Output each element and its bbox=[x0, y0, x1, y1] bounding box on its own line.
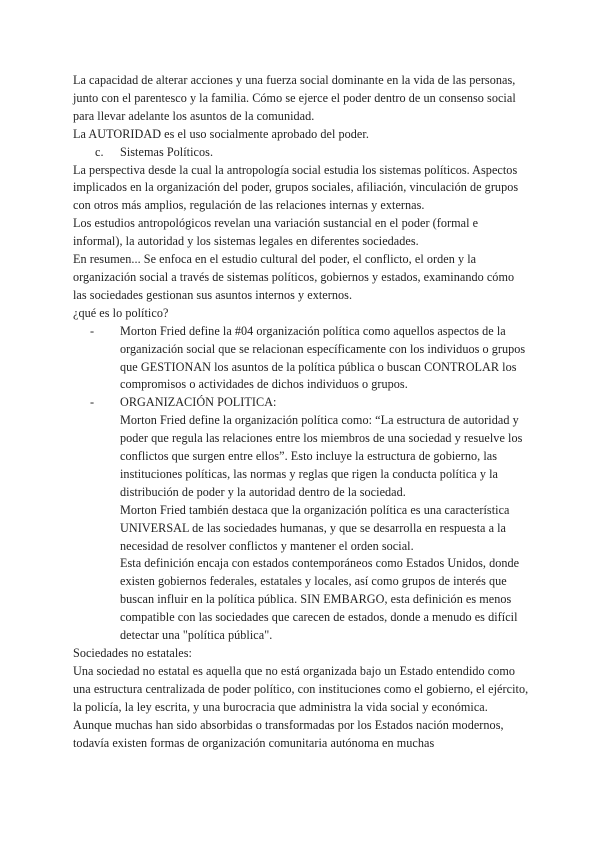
organizacion-politica-p2: Morton Fried también destaca que la organización política es una característica UNIVERSAL de las sociedades humanas, y que se desarrolla en respuesta a la necesidad de resolver conflictos y mantener el orden social. bbox=[120, 502, 510, 553]
question-heading: ¿qué es lo político? bbox=[73, 305, 169, 320]
authority-paragraph: La AUTORIDAD es el uso socialmente aprobado del poder. bbox=[73, 126, 369, 141]
stateless-heading: Sociedades no estatales: bbox=[73, 646, 192, 660]
document-body bbox=[73, 72, 529, 752]
section-c-heading bbox=[73, 144, 529, 162]
studies-paragraph: Los estudios antropológicos revelan una variación sustancial en el poder (formal e informal), la autoridad y los sistemas legales en diferentes sociedades. bbox=[73, 216, 479, 249]
summary-paragraph: En resumen... Se enfoca en el estudio cultural del poder, el conflicto, el orden y la organización social a través de sistemas políticos, gobiernos y estados, examinando cómo las sociedades gestionan sus asuntos internos y externos. bbox=[73, 252, 515, 302]
absorbed-paragraph: Aunque muchas han sido absorbidas o transformadas por los Estados nación modernos, todavía existen formas de organización comunitaria autónoma en muchas bbox=[73, 717, 504, 750]
bullet-text: Morton Fried define la #04 organización política como aquellos aspectos de la organización social que se relacionan específicamente con los individuos o grupos que GESTIONAN los asuntos de la política pública o buscan CONTROLAR los compromisos o actividades de dichos individuos o grupos. bbox=[120, 323, 526, 392]
bullet-item-fried-definition bbox=[73, 323, 529, 395]
bullet-item-organizacion-politica bbox=[73, 394, 529, 412]
perspective-paragraph: La perspectiva desde la cual la antropología social estudia los sistemas políticos. Aspectos implicados en la organización del poder, grupos sociales, afiliación, vinculación de grupos con otros más amplios, regulación de las relaciones internas y externas. bbox=[73, 162, 519, 213]
bullet-dash: - bbox=[90, 323, 95, 338]
section-c-title: Sistemas Políticos. bbox=[120, 144, 214, 159]
organizacion-politica-p3: Esta definición encaja con estados contemporáneos como Estados Unidos, donde existen gobiernos federales, estatales y locales, así como grupos de interés que buscan influir en la política pública. SIN EMBARGO, esta definición es menos compatible con las sociedades que carecen de estados, donde a menudo es difícil detectar una "política pública". bbox=[120, 556, 520, 643]
list-marker: c. bbox=[95, 144, 104, 159]
bullet-dash: - bbox=[90, 395, 95, 410]
bullet-title: ORGANIZACIÓN POLITICA: bbox=[120, 395, 277, 410]
organizacion-politica-p1: Morton Fried define la organización política como: “La estructura de autoridad y poder que regula las relaciones entre los miembros de una sociedad y resuelve los conflictos que surgen entre ellos”. Esto incluye la estructura de gobierno, las instituciones políticas, las normas y reglas que rigen la conducta política y la distribución de poder y la autoridad dentro de la sociedad. bbox=[120, 413, 523, 499]
stateless-definition: Una sociedad no estatal es aquella que no está organizada bajo un Estado entendido como una estructura centralizada de poder político, con instituciones como el gobierno, el ejército, la policía, la ley escrita, y una burocracia que administra la vida social y económica. bbox=[73, 663, 529, 714]
intro-paragraph: La capacidad de alterar acciones y una fuerza social dominante en la vida de las personas, junto con el parentesco y la familia. Cómo se ejerce el poder dentro de un consenso social para llevar adelante los asuntos de la comunidad. bbox=[73, 73, 516, 123]
